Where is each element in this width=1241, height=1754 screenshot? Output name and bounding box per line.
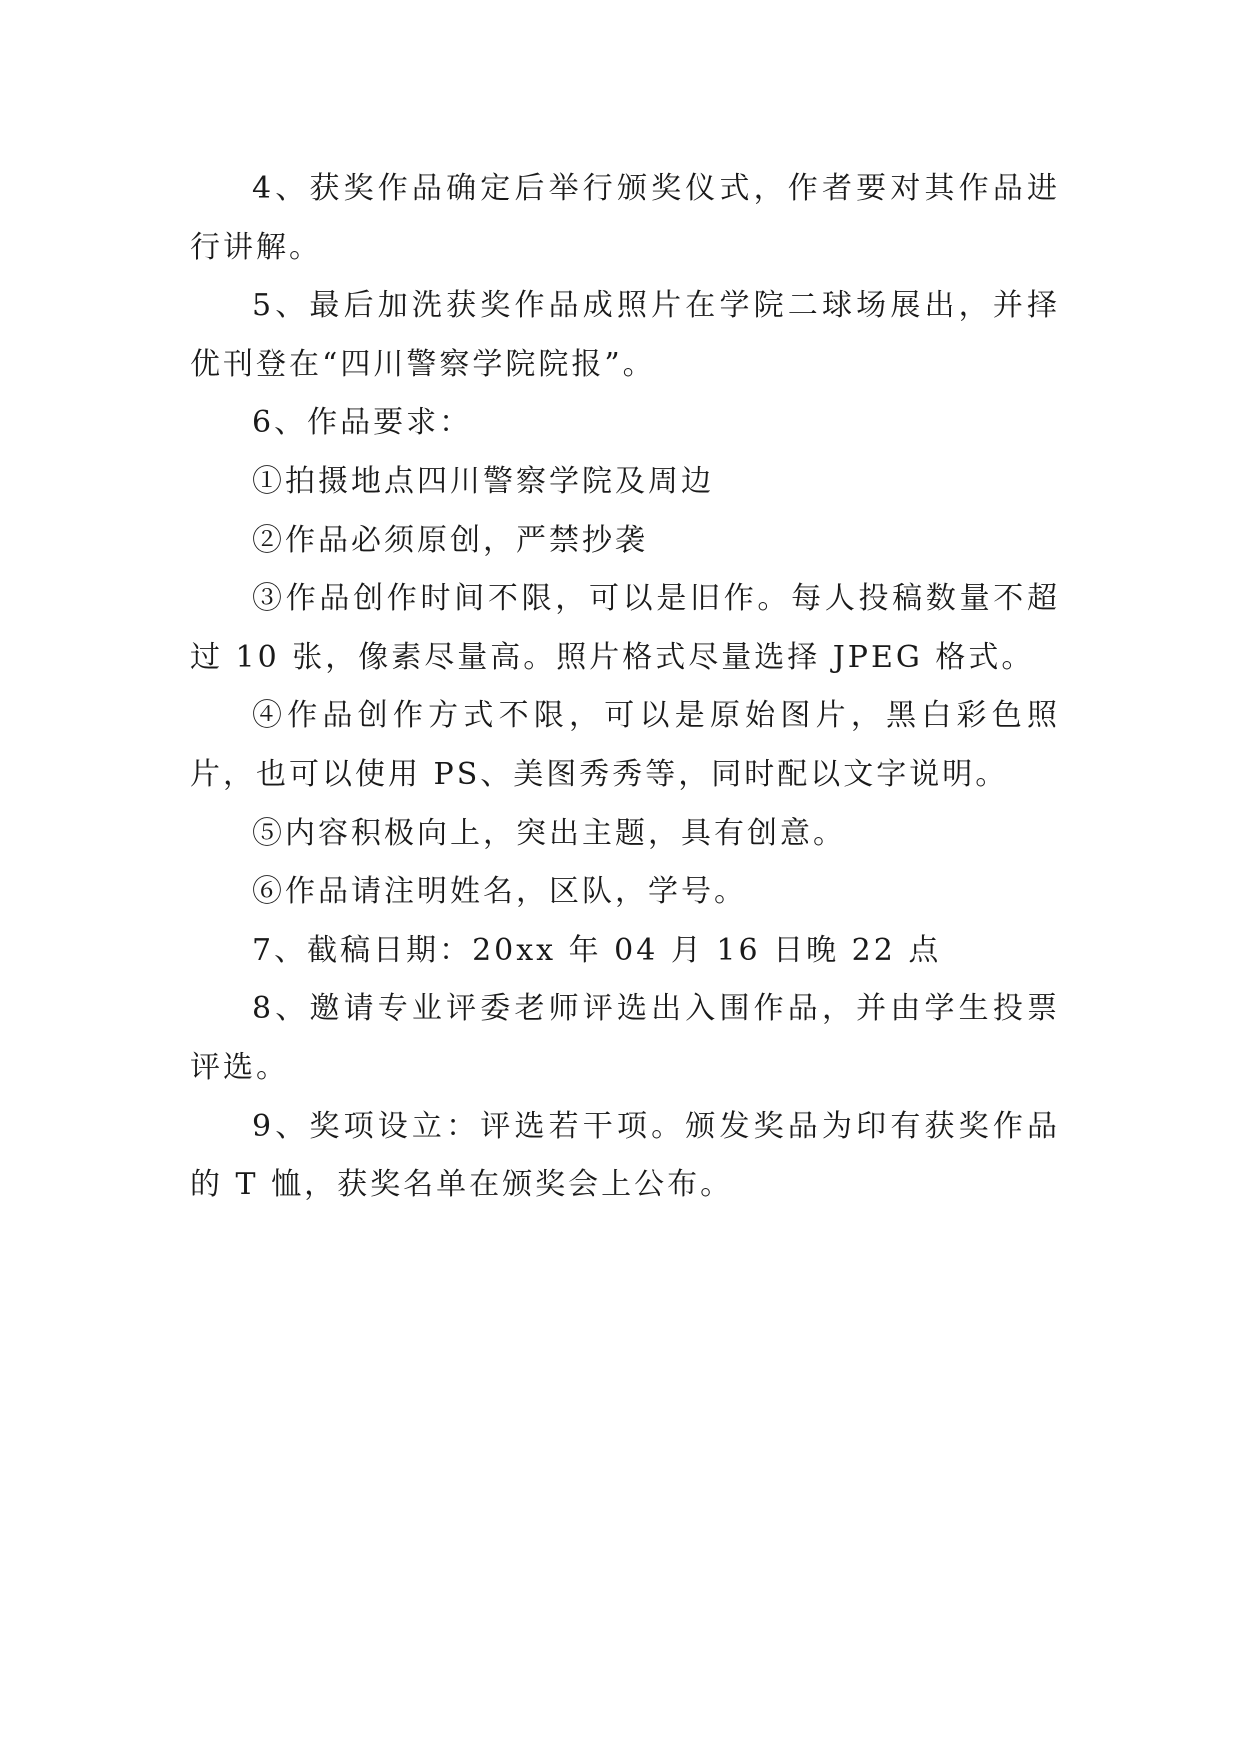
paragraph-requirement-location: ①拍摄地点四川警察学院及周边 — [252, 463, 714, 499]
paragraph-requirement-method: ④作品创作方式不限，可以是原始图片，黑白彩色照片，也可以使用 PS、美图秀秀等，同时配以文字说明。 — [190, 698, 1060, 792]
paragraph-requirement-original: ②作品必须原创，严禁抄袭 — [252, 522, 648, 558]
paragraph-exhibition: 5、最后加洗获奖作品成照片在学院二球场展出，并择优刊登在“四川警察学院院报”。 — [190, 288, 1060, 382]
paragraph-requirements-heading: 6、作品要求： — [252, 405, 473, 441]
paragraph-awards: 9、奖项设立：评选若干项。颁发奖品为印有获奖作品的 T 恤，获奖名单在颁奖会上公布。 — [190, 1108, 1060, 1203]
paragraph-requirement-labeling: ⑥作品请注明姓名，区队，学号。 — [252, 874, 747, 910]
paragraph-requirement-time-format: ③作品创作时间不限，可以是旧作。每人投稿数量不超过 10 张，像素尽量高。照片格式尽量选择 JPEG 格式。 — [190, 581, 1060, 675]
paragraph-requirement-content: ⑤内容积极向上，突出主题，具有创意。 — [252, 815, 846, 851]
document-body — [190, 160, 1060, 1215]
paragraph-award-ceremony: 4、获奖作品确定后举行颁奖仪式，作者要对其作品进行讲解。 — [190, 171, 1060, 265]
paragraph-deadline: 7、截稿日期：20xx 年 04 月 16 日晚 22 点 — [252, 932, 942, 968]
paragraph-judging: 8、邀请专业评委老师评选出入围作品，并由学生投票评选。 — [190, 991, 1060, 1085]
